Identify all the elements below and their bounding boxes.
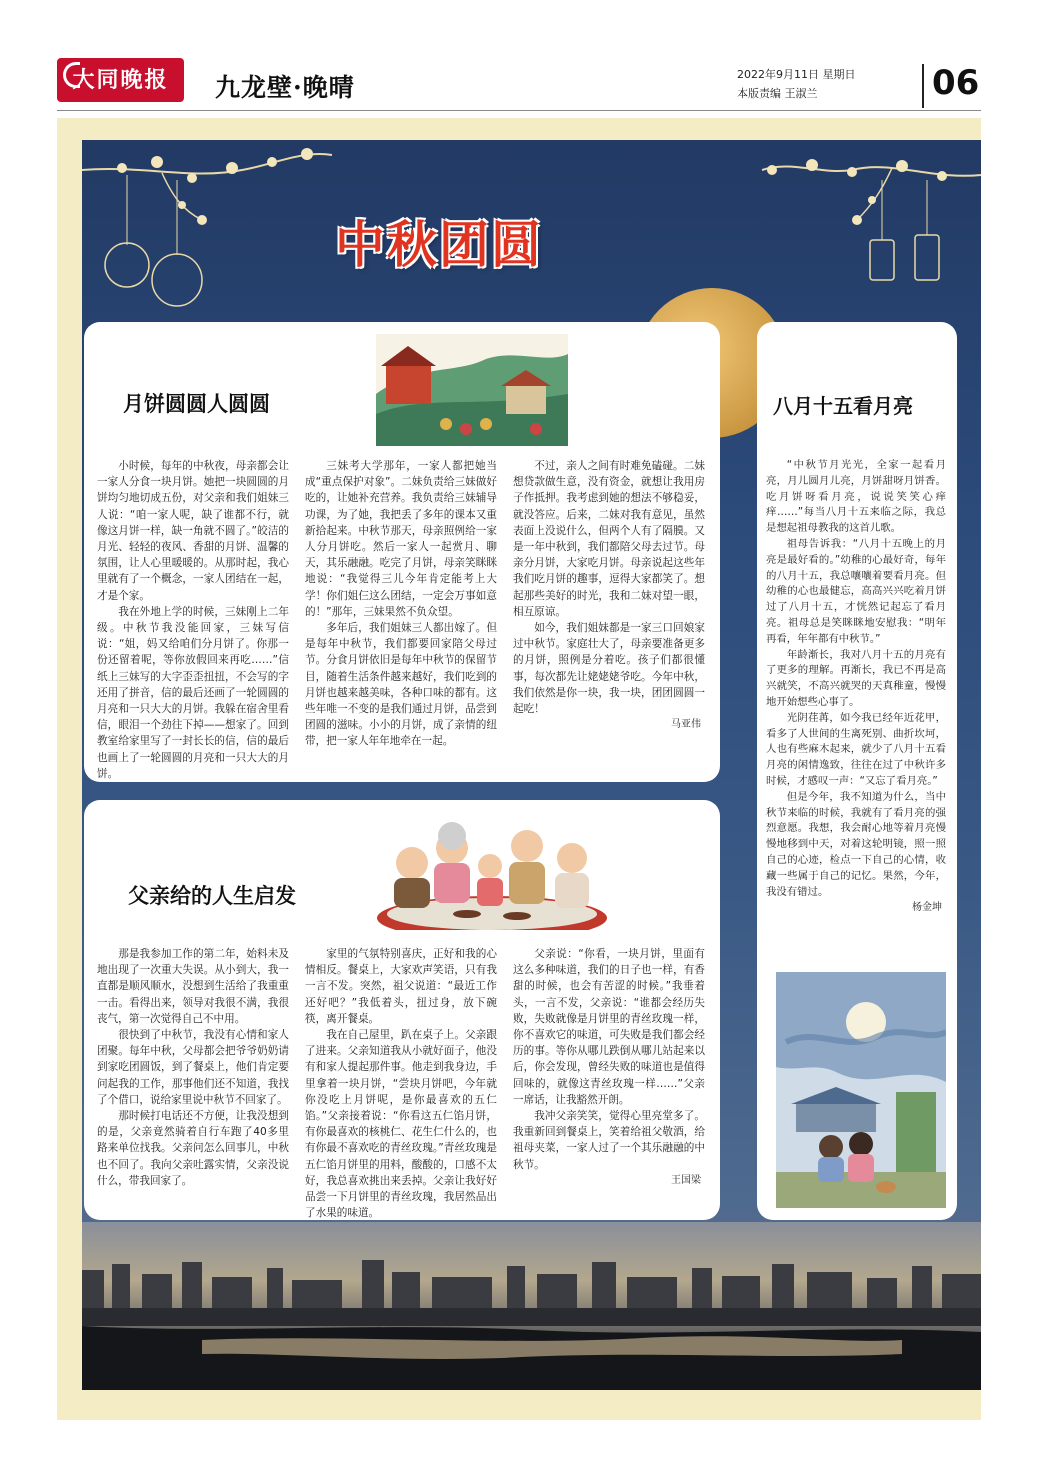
article-column-1c — [513, 458, 705, 733]
plum-blossom-right-icon — [742, 140, 981, 310]
paragraph: 祖母告诉我：“八月十五晚上的月亮是最好看的。”幼稚的心最好奇，每年的八月十五，我总嚷嚷着要看月亮。但幼稚的心也最健忘，高高兴兴吃着月饼过了八月十五，才恍然记起忘了看月亮。祖母总是笑眯眯地安慰我：“明年再看，年年都有中秋节。” — [766, 537, 946, 645]
banner-title: 中秋团圆 — [335, 215, 543, 274]
logo-swirl-icon — [63, 62, 80, 88]
festival-village-illustration — [376, 334, 568, 446]
paragraph: 那时候打电话还不方便，让我没想到的是，父亲竟然骑着自行车跑了40多里路来单位找我。父亲问怎么回事儿，中秋也不回了。我向父亲吐露实情，父亲没说什么，带我回家了。 — [97, 1110, 289, 1187]
issue-date: 2022年9月11日 星期日 — [737, 68, 856, 81]
article-column-1a — [97, 458, 289, 782]
article-column-2c — [513, 946, 705, 1189]
article-author: 杨金坤 — [912, 902, 942, 914]
article-column-3 — [766, 458, 946, 916]
family-dinner-illustration — [372, 818, 612, 930]
paragraph: 父亲说：“你看，一块月饼，里面有这么多种味道，我们的日子也一样，有香甜的时候，也会有苦涩的时候。”我垂着头，一言不发，父亲说：“谁都会经历失败，失败就像是月饼里的青丝玫瑰一样，你不喜欢它的味道，可失败是我们都会经历的事。等你从哪儿跌倒从哪儿站起来以后，你会发现，曾经失败的味道也是值得回味的，就像这青丝玫瑰一样……”父亲一席话，让我豁然开朗。 — [513, 948, 705, 1106]
article-column-2b — [305, 946, 497, 1221]
article-column-2a — [97, 946, 289, 1189]
page-editor: 本版责编 王淑兰 — [737, 87, 818, 100]
article-title-father: 父亲给的人生启发 — [128, 883, 296, 908]
page-number: 06 — [932, 63, 980, 103]
paragraph: “中秋节月光光，全家一起看月亮，月儿圆月儿亮，月饼甜呀月饼香。吃月饼呀看月亮，说说笑笑心痒痒……”每当八月十五来临之际，我总是想起祖母教我的这首儿歌。 — [766, 459, 946, 535]
paragraph: 家里的气氛特别喜庆，正好和我的心情相反。餐桌上，大家欢声笑语，只有我一言不发。突然，祖父说道：“最近工作还好吧？”我低着头，扭过身，放下碗筷，离开餐桌。 — [305, 948, 497, 1025]
header-divider — [922, 64, 924, 108]
logo-text: 大同晚报 — [72, 67, 169, 93]
paragraph: 三妹考大学那年，一家人都把她当成“重点保护对象”。二妹负责给三妹做好吃的，让她补充营养。我负责给三妹辅导功课，为了她，我把丢了多年的课本又重新拾起来。中秋节那天，母亲照例给一家人分月饼吃。然后一家人一起赏月、聊天，其乐融融。吃完了月饼，母亲笑眯眯地说：“我觉得三儿今年肯定能考上大学！你们姐仨这么团结，一定会万事如意的！”那年，三妹果然不负众望。 — [305, 460, 497, 618]
paragraph: 不过，亲人之间有时难免磕碰。二妹想贷款做生意，没有资金，就想让我用房子作抵押。我考虑到她的想法不够稳妥，就没答应。后来，二妹对我有意见，虽然表面上没说什么，但两个人有了隔膜。又是一年中秋到，我们都陪父母去过节。母亲分月饼，大家吃月饼。母亲说起这些年我们吃月饼的趣事，逗得大家都笑了。想起那些美好的时光，我和二妹对望一眼，相互原谅。 — [513, 460, 705, 618]
article-title-mooncake: 月饼圆圆人圆圆 — [123, 391, 270, 416]
paragraph: 很快到了中秋节，我没有心情和家人团聚。每年中秋，父母都会把爷爷奶奶请到家吃团圆饭，到了餐桌上，他们肯定要问起我的工作，那事他们还不知道，我找了个借口，说给家里说中秋节不回家了。 — [97, 1029, 289, 1106]
skyline-silhouette-icon — [82, 1222, 981, 1390]
section-name: 九龙壁·晚晴 — [215, 73, 355, 102]
header-rule — [57, 110, 981, 111]
paragraph: 如今，我们姐妹都是一家三口回娘家过中秋节。家庭壮大了，母亲要准备更多的月饼，照例是分着吃。孩子们都很懂事，每次都先让姥姥姥爷吃。今年中秋，我们依然是你一块，我一块，团团圆圆一起吃！ — [513, 622, 705, 716]
plum-blossom-left-icon — [82, 140, 342, 310]
paragraph: 我在自己屋里，趴在桌子上。父亲跟了进来。父亲知道我从小就好面子，他没有和家人提起那件事。他走到我身边，手里拿着一块月饼，“尝块月饼吧，今年就你没吃上月饼呢，是你最喜欢的五仁馅。”父亲接着说：“你看这五仁馅月饼，有你最喜欢的核桃仁、花生仁什么的，也有你最不喜欢吃的青丝玫瑰。”青丝玫瑰是五仁馅月饼里的用料，酸酸的，口感不太好，我总喜欢挑出来丢掉。父亲让我好好品尝一下月饼里的青丝玫瑰，我居然品出了水果的味道。 — [305, 1029, 497, 1220]
article-column-1b — [305, 458, 497, 750]
paragraph: 年龄渐长，我对八月十五的月亮有了更多的理解。再渐长，我已不再是高兴就笑，不高兴就哭的天真稚童，慢慢地开始想些心事了。 — [766, 648, 946, 708]
article-author: 王国梁 — [671, 1174, 701, 1186]
page-header — [57, 58, 981, 118]
paragraph: 多年后，我们姐妹三人都出嫁了。但是每年中秋节，我们都要回家陪父母过节。分食月饼依旧是每年中秋节的保留节目，随着生活条件越来越好，我们吃到的月饼也越来越美味，各种口味的都有。这些年唯一不变的是我们通过月饼，品尝到团圆的滋味。小小的月饼，成了亲情的纽带，把一家人年年地牵在一起。 — [305, 622, 497, 748]
article-title-moon: 八月十五看月亮 — [773, 394, 913, 418]
paragraph: 我在外地上学的时候，三妹刚上二年级。中秋节我没能回家，三妹写信说：“姐，妈又给咱们分月饼了。你那一份还留着呢，等你放假回来再吃……”信纸上三妹写的大字歪歪扭扭，不会写的字还用了拼音，信的最后还画了一轮圆圆的月亮和一只大大的月饼。我躲在宿舍里看信，眼泪一个劲往下掉——想家了。回到教室给家里写了一封长长的信，信的最后也画上了一轮圆圆的月亮和一只大大的月饼。 — [97, 605, 289, 780]
paragraph: 那是我参加工作的第二年，始料未及地出现了一次重大失误。从小到大，我一直都是顺风顺水，没想到生活给了我重重一击。看得出来，领导对我很不满，我很丧气，第一次觉得自己不中用。 — [97, 948, 289, 1025]
paragraph: 光阴荏苒，如今我已经年近花甲，看多了人世间的生离死别、曲折坎坷，人也有些麻木起来，就少了八月十五看月亮的闲情逸致，往往在过了中秋许多时候，才感叹一声：“又忘了看月亮。” — [766, 711, 946, 787]
city-skyline-photo — [82, 1222, 981, 1390]
paragraph: 小时候，每年的中秋夜，母亲都会让一家人分食一块月饼。她把一块圆圆的月饼均匀地切成五份，对父亲和我们姐妹三人说：“咱一家人呢，缺了谁都不行，就像这月饼一样，缺一角就不圆了。”皎洁的月光、轻轻的夜风、香甜的月饼、温馨的氛围，让人心里暖暖的。从那时起，我心里就有了一个概念，一家人团结在一起，才是个家。 — [97, 460, 289, 602]
moon-viewing-painting — [776, 972, 946, 1208]
paragraph: 但是今年，我不知道为什么，当中秋节来临的时候，我就有了看月亮的强烈意愿。我想，我会耐心地等着月亮慢慢地移到中天，对着这轮明镜，照一照自己的心迹，检点一下自己的心情，收藏一些属于自己的记忆。果然，今年，我没有错过。 — [766, 790, 946, 898]
article-author: 马亚伟 — [671, 719, 701, 731]
newspaper-logo — [57, 58, 184, 102]
paragraph: 我冲父亲笑笑，觉得心里亮堂多了。我重新回到餐桌上，笑着给祖父敬酒，给祖母夹菜，一家人过了一个其乐融融的中秋节。 — [513, 1110, 705, 1171]
